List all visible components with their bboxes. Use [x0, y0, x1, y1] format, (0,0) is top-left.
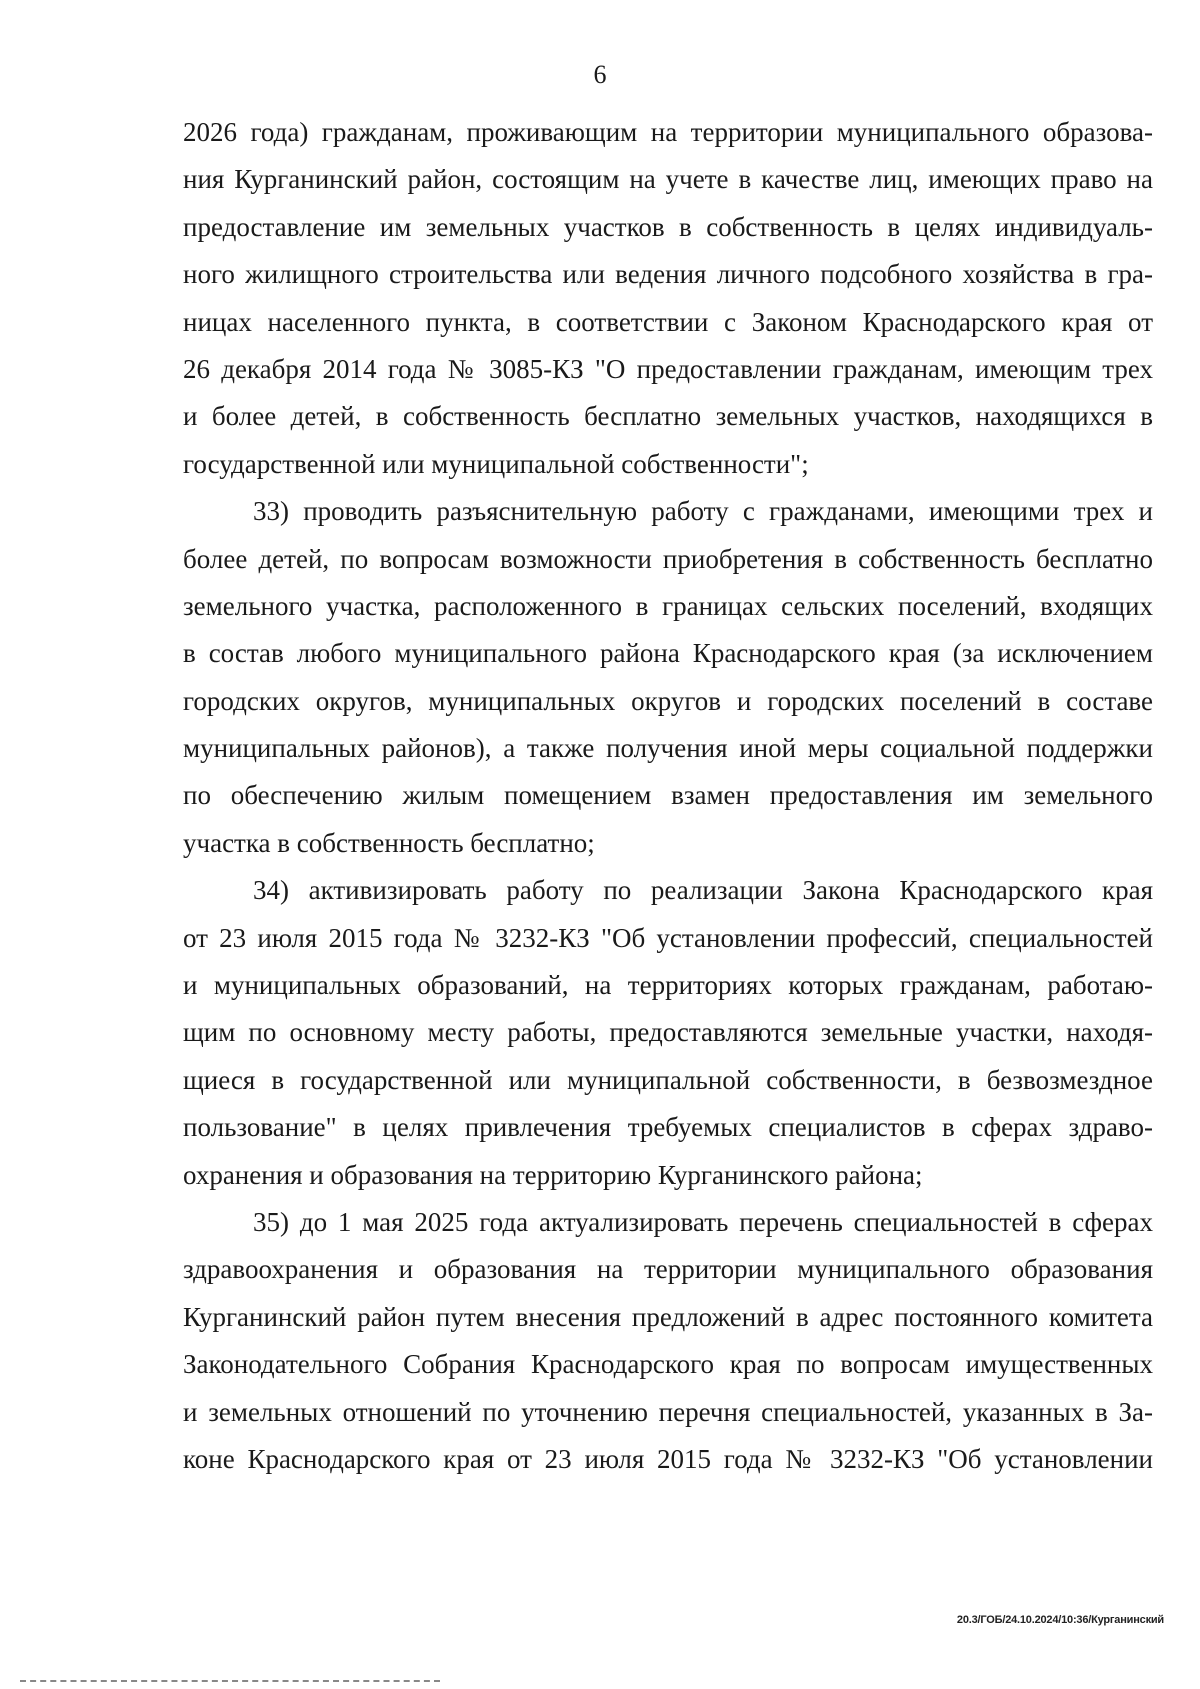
text-line: в состав любого муниципального района Краснодарского края (за исключением	[183, 638, 1153, 669]
text-line: ного жилищного строительства или ведения личного подсобного хозяйства в гра-	[183, 259, 1153, 290]
text-line: предоставление им земельных участков в собственность в целях индивидуаль-	[183, 211, 1153, 242]
text-line: более детей, по вопросам возможности приобретения в собственность бесплатно	[183, 543, 1153, 574]
text-line: щим по основному месту работы, предоставляются земельные участки, находя-	[183, 1017, 1153, 1048]
text-line: и муниципальных образований, на территориях которых гражданам, работаю-	[183, 970, 1153, 1001]
text-line: 2026 года) гражданам, проживающим на территории муниципального образова-	[183, 117, 1153, 147]
paragraph-35-line: 35) до 1 мая 2025 года актуализировать перечень специальностей в сферах	[253, 1206, 1153, 1237]
text-line: от 23 июля 2015 года № 3232-КЗ "Об установлении профессий, специальностей	[183, 922, 1153, 953]
text-line: коне Краснодарского края от 23 июля 2015 года № 3232-КЗ "Об установлении	[183, 1443, 1153, 1474]
document-body	[183, 114, 1153, 1488]
text-line: пользование" в целях привлечения требуемых специалистов в сферах здраво-	[183, 1112, 1153, 1143]
text-line: Законодательного Собрания Краснодарского края по вопросам имущественных	[183, 1349, 1153, 1380]
text-line: городских округов, муниципальных округов и городских поселений в составе	[183, 685, 1153, 716]
text-line: муниципальных районов), а также получения иной меры социальной поддержки	[183, 733, 1153, 764]
text-line: охранения и образования на территорию Курганинского района;	[183, 1159, 923, 1190]
paragraph-33-line: 33) проводить разъяснительную работу с гражданами, имеющими трех и	[253, 496, 1153, 527]
paragraph-34-line: 34) активизировать работу по реализации Закона Краснодарского края	[253, 875, 1153, 906]
text-line: по обеспечению жилым помещением взамен предоставления им земельного	[183, 780, 1153, 811]
page-number: 6	[593, 60, 607, 89]
text-line: ния Курганинский район, состоящим на учете в качестве лиц, имеющих право на	[183, 164, 1153, 195]
text-line: и земельных отношений по уточнению перечня специальностей, указанных в За-	[183, 1396, 1153, 1427]
text-line: государственной или муниципальной собственности";	[183, 448, 809, 479]
text-line: земельного участка, расположенного в границах сельских поселений, входящих	[183, 590, 1153, 621]
text-line: ницах населенного пункта, в соответствии с Законом Краснодарского края от	[183, 306, 1153, 337]
text-line: Курганинский район путем внесения предложений в адрес постоянного комитета	[183, 1301, 1153, 1332]
scan-edge-divider	[20, 1680, 440, 1682]
text-line: 26 декабря 2014 года № 3085-КЗ "О предоставлении гражданам, имеющим трех	[183, 353, 1153, 384]
document-stamp: 20.3/ГОБ/24.10.2024/10:36/Курганинский	[956, 1614, 1164, 1626]
text-line: участка в собственность бесплатно;	[183, 827, 595, 858]
text-line: и более детей, в собственность бесплатно земельных участков, находящихся в	[183, 401, 1153, 432]
text-line: здравоохранения и образования на территории муниципального образования	[183, 1254, 1153, 1285]
text-line: щиеся в государственной или муниципальной собственности, в безвозмездное	[183, 1064, 1153, 1095]
